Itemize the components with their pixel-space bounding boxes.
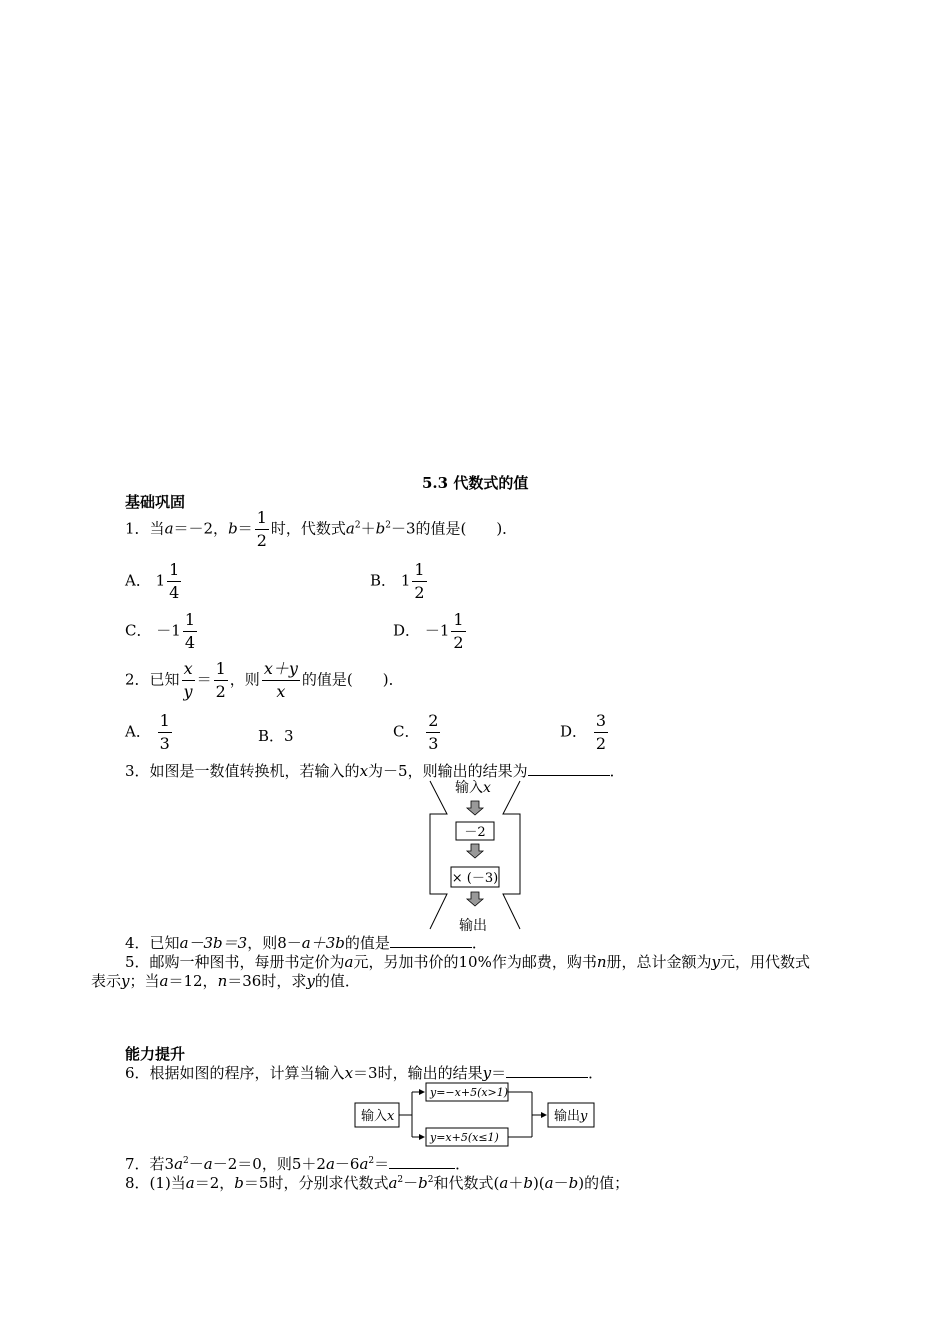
question-1: 1．当a＝－2，b＝ $\frac{1}{2}$ 时，代数式$a^2+b^2-3$的值是( )．	[125, 508, 518, 550]
question-2: 2．已知 $\frac{x}{y}$ ＝ $\frac{1}{2}$ ，则 $\frac{x+y}{x}$ 的值是( )．	[125, 659, 404, 701]
question-5-line-1: 5．邮购一种图书，每册书定价为a元，另加书价的10%作为邮费，购书n册，总计金额为y元，用代数式	[125, 953, 811, 971]
q2-option-d: D． $\frac{3}{2}$	[560, 711, 606, 753]
question-7: 7．若$3a^2-a-2=0$，则$5+2a-6a^2=$ ．	[125, 1155, 471, 1173]
q2-option-b: B．3	[258, 727, 294, 745]
diagram-output-label: 输出	[459, 918, 487, 934]
svg-text:－2: －2	[464, 825, 486, 840]
q1-option-d: D． －1 $\frac{1}{2}$	[393, 610, 464, 652]
answer-blank	[506, 1065, 588, 1078]
svg-text:输入x: 输入x	[361, 1109, 395, 1124]
diagram-input-label: 输入x	[455, 780, 491, 796]
q1-option-a: A． 1 $\frac{1}{4}$	[125, 560, 180, 602]
question-6: 6．根据如图的程序，计算当输入x＝3时，输出的结果y＝ ．	[125, 1064, 604, 1082]
question-8: 8．(1)当a＝2，b＝5时，分别求代数式$a^2-b^2$和代数式(a＋b)(a－b)的值；	[125, 1174, 630, 1192]
section-heading-advanced: 能力提升	[125, 1045, 186, 1063]
q1-option-b: B． 1 $\frac{1}{2}$	[370, 560, 425, 602]
section-heading-basic: 基础巩固	[125, 493, 186, 511]
svg-text:输出y: 输出y	[554, 1109, 588, 1124]
question-5-line-2: 表示y；当a＝12，n＝36时，求y的值．	[91, 972, 360, 990]
question-4: 4．已知a－3b＝3，则8－a＋3b的值是 ．	[125, 934, 487, 952]
svg-text:y=−x+5(x>1): y=−x+5(x>1)	[430, 1086, 509, 1099]
q2-option-a: A． $\frac{1}{3}$	[125, 711, 170, 753]
q2-option-c: C． $\frac{2}{3}$	[393, 711, 439, 753]
svg-text:y=x+5(x≤1): y=x+5(x≤1)	[430, 1131, 499, 1144]
question-3: 3．如图是一数值转换机，若输入的x为－5，则输出的结果为 ．	[125, 762, 625, 780]
conversion-machine-diagram	[425, 774, 525, 939]
answer-blank	[528, 763, 610, 776]
q1-option-c: C． －1 $\frac{1}{4}$	[125, 610, 195, 652]
page-title: 5.3 代数式的值	[422, 474, 529, 492]
answer-blank	[389, 1156, 455, 1169]
svg-text:× (－3): × (－3)	[451, 871, 499, 886]
program-flowchart	[352, 1080, 598, 1152]
answer-blank	[390, 935, 472, 948]
fraction: $\frac{1}{2}$	[256, 508, 267, 550]
